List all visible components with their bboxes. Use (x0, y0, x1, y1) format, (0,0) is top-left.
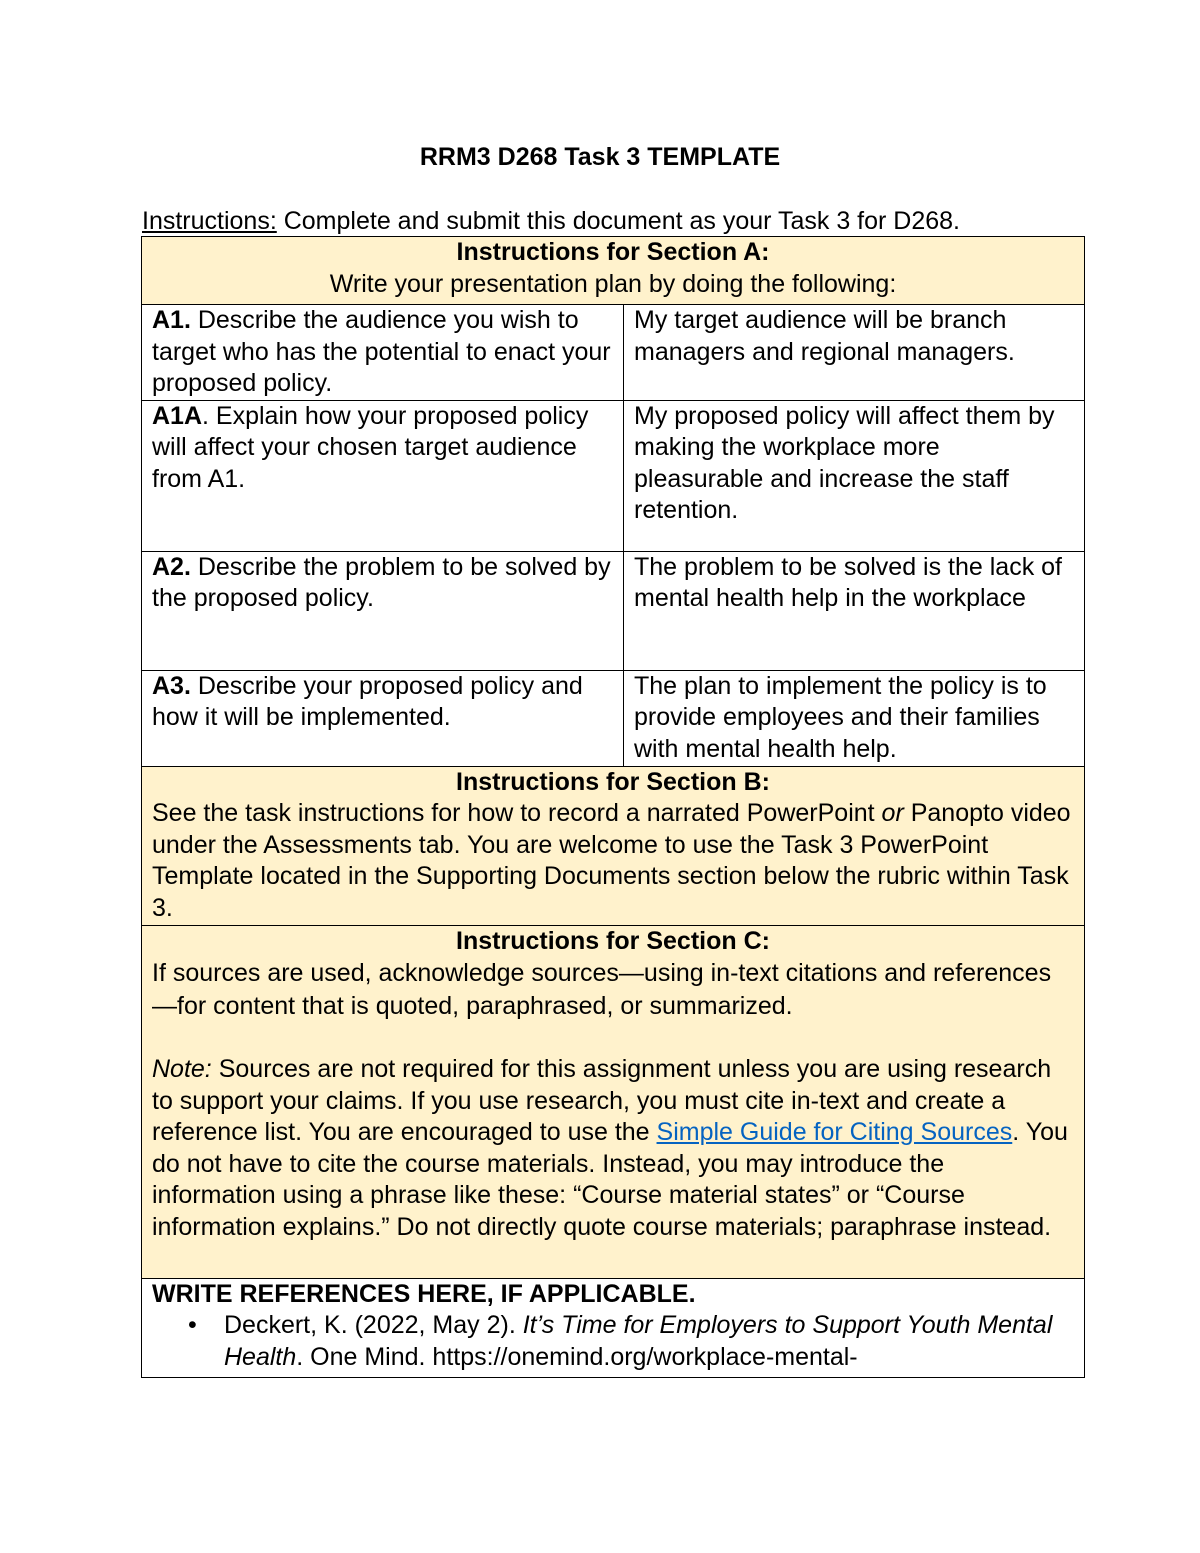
section-c-heading: Instructions for Section C: (456, 926, 770, 955)
prompt-cell-a3 (142, 670, 624, 766)
prompt-label: A3. (152, 671, 191, 700)
section-a-heading: Instructions for Section A: (456, 238, 770, 266)
prompt-text: Describe the problem to be solved by the proposed policy. (152, 552, 611, 612)
answer-cell-a3: The plan to implement the policy is to provide employees and their families with mental health help. (624, 670, 1085, 766)
document-title: RRM3 D268 Task 3 TEMPLATE (419, 143, 781, 171)
answer-cell-a2: The problem to be solved is the lack of mental health help in the workplace (624, 551, 1085, 670)
answer-cell-a1: My target audience will be branch managers and regional managers. (624, 305, 1085, 401)
section-b-row (142, 766, 1085, 925)
references-row (142, 1278, 1085, 1377)
prompt-cell-a1 (142, 305, 624, 401)
template-table (141, 236, 1085, 1378)
note-text-1: Sources are not required for this assignment unless you are using research to support your claims. If you use research, you must cite in-text and create a reference list. You are encouraged to use the (152, 1055, 1052, 1146)
note-text-2: . You do not have to cite the course materials. Instead, you may introduce the information using a phrase like these: “Course material states” or “Course information explains.” Do not directly quote course materials; paraphrase instead. (152, 1118, 1068, 1241)
section-c-para-1: If sources are used, acknowledge sources—using in-text citations and references—for content that is quoted, paraphrased, or summarized. (152, 959, 1052, 1020)
prompt-text: Describe the audience you wish to target who has the potential to enact your proposed policy. (152, 306, 611, 397)
section-b-text-1: See the task instructions for how to record a narrated PowerPoint (152, 799, 882, 827)
section-c-cell (142, 925, 1085, 1278)
bullet-icon: • (188, 1311, 197, 1339)
prompt-cell-a1a (142, 400, 624, 551)
table-row (142, 305, 1085, 401)
prompt-label: A2. (152, 552, 191, 581)
prompt-label: A1. (152, 306, 191, 334)
section-b-text (152, 798, 1074, 924)
reference-title: It’s Time for Employers to Support Youth Mental Health (224, 1311, 1053, 1371)
section-b-cell (142, 766, 1085, 925)
prompt-label: A1A (152, 401, 203, 430)
section-a-header-row (142, 237, 1085, 305)
instructions-label: Instructions: (142, 207, 277, 235)
instructions-text: Complete and submit this document as your Task 3 for D268. (276, 207, 960, 235)
section-a-header-cell (142, 237, 1085, 305)
reference-author-date: Deckert, K. (2022, May 2). (224, 1311, 523, 1339)
instructions-line (142, 205, 960, 237)
prompt-text: Describe your proposed policy and how it will be implemented. (152, 671, 583, 731)
answer-cell-a1a: My proposed policy will affect them by making the workplace more pleasurable and increase the staff retention. (624, 400, 1085, 551)
table-row (142, 670, 1085, 766)
section-b-heading: Instructions for Section B: (456, 767, 770, 796)
reference-rest: . One Mind. https://onemind.org/workplace-mental- (296, 1342, 858, 1371)
table-row (142, 551, 1085, 670)
section-b-or: or (881, 799, 904, 827)
references-list (152, 1310, 1074, 1373)
section-b-text-2: Panopto video under the Assessments tab. You are welcome to use the Task 3 PowerPoint Template located in the Supporting Documents section below the rubric within Task 3. (152, 799, 1071, 922)
references-cell (142, 1278, 1085, 1377)
note-label: Note: (152, 1055, 212, 1083)
section-a-subheading: Write your presentation plan by doing the following: (329, 269, 897, 298)
section-c-row (142, 925, 1085, 1278)
section-c-note (152, 1054, 1074, 1243)
simple-guide-link[interactable]: Simple Guide for Citing Sources (656, 1118, 1013, 1146)
list-item (188, 1310, 1074, 1373)
table-row (142, 400, 1085, 551)
prompt-cell-a2 (142, 551, 624, 670)
paragraph-spacer (152, 1023, 1074, 1054)
prompt-text: . Explain how your proposed policy will affect your chosen target audience from A1. (152, 401, 589, 493)
references-heading: WRITE REFERENCES HERE, IF APPLICABLE. (152, 1279, 696, 1308)
